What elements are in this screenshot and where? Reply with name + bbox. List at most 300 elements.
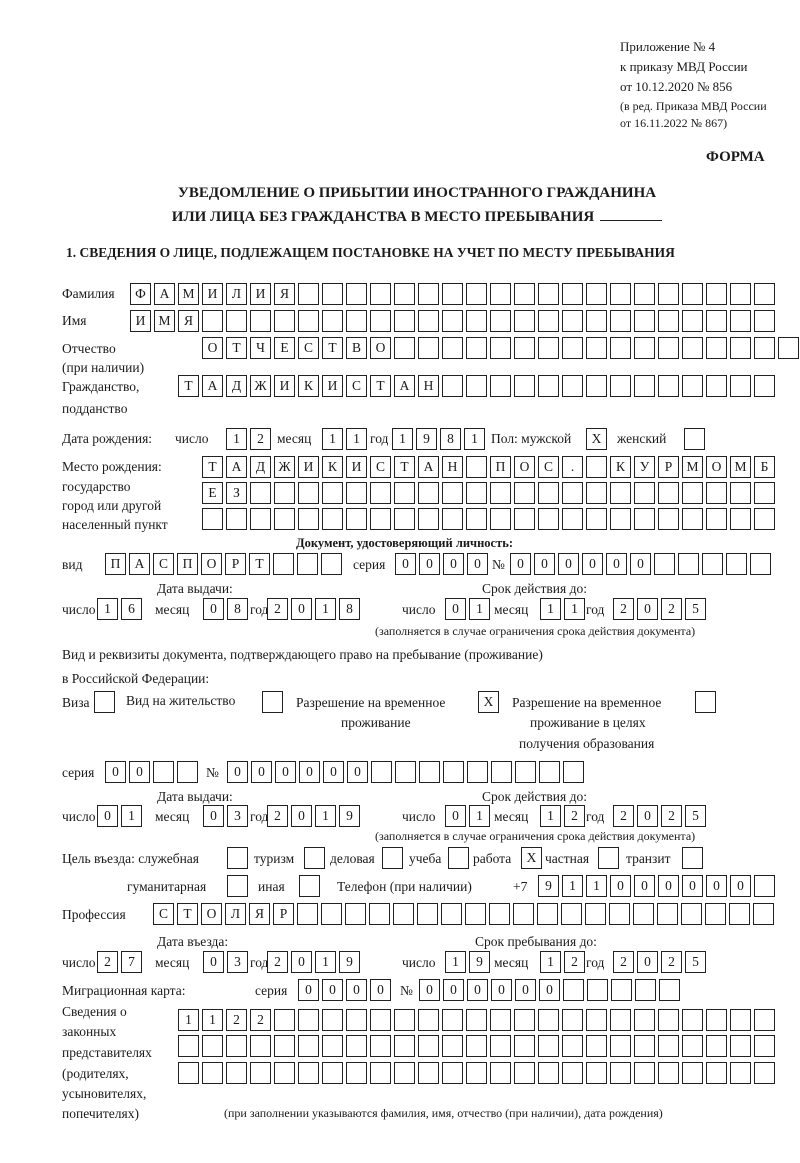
input-cell[interactable] (754, 1035, 775, 1057)
input-cell[interactable] (658, 283, 679, 305)
input-cell[interactable]: 5 (685, 951, 706, 973)
input-cell[interactable] (226, 508, 247, 530)
input-cell[interactable] (754, 875, 775, 897)
input-cell[interactable] (466, 1062, 487, 1084)
input-cell[interactable]: 0 (346, 979, 367, 1001)
input-cell[interactable] (730, 375, 751, 397)
input-cell[interactable]: Р (658, 456, 679, 478)
input-cell[interactable] (370, 508, 391, 530)
input-cell[interactable]: 2 (613, 951, 634, 973)
input-cell[interactable] (682, 310, 703, 332)
input-cell[interactable] (658, 1009, 679, 1031)
input-cell[interactable] (658, 337, 679, 359)
input-cell[interactable] (178, 1035, 199, 1057)
input-cell[interactable]: 0 (637, 805, 658, 827)
input-cell[interactable]: А (226, 456, 247, 478)
input-cell[interactable] (394, 337, 415, 359)
input-cell[interactable] (371, 761, 392, 783)
input-cell[interactable] (226, 1035, 247, 1057)
input-cell[interactable]: 9 (538, 875, 559, 897)
input-cell[interactable] (682, 482, 703, 504)
input-cell[interactable]: Д (226, 375, 247, 397)
input-cell[interactable] (466, 456, 487, 478)
input-cell[interactable] (274, 310, 295, 332)
input-cell[interactable]: . (562, 456, 583, 478)
input-cell[interactable] (585, 903, 606, 925)
input-cell[interactable] (442, 283, 463, 305)
input-cell[interactable] (202, 310, 223, 332)
input-cell[interactable]: 1 (121, 805, 142, 827)
input-cell[interactable]: Л (226, 283, 247, 305)
input-cell[interactable] (586, 310, 607, 332)
input-cell[interactable]: Т (322, 337, 343, 359)
input-cell[interactable]: Ф (130, 283, 151, 305)
input-cell[interactable] (634, 1035, 655, 1057)
input-cell[interactable]: 2 (226, 1009, 247, 1031)
input-cell[interactable]: А (129, 553, 150, 575)
input-cell[interactable] (346, 482, 367, 504)
input-cell[interactable] (322, 482, 343, 504)
input-cell[interactable]: 0 (129, 761, 150, 783)
input-cell[interactable] (514, 1062, 535, 1084)
input-cell[interactable]: 1 (540, 951, 561, 973)
input-cell[interactable]: А (202, 375, 223, 397)
input-cell[interactable]: Н (442, 456, 463, 478)
input-cell[interactable]: 1 (469, 805, 490, 827)
input-cell[interactable]: 6 (121, 598, 142, 620)
input-cell[interactable]: 0 (610, 875, 631, 897)
input-cell[interactable] (322, 1062, 343, 1084)
input-cell[interactable]: 0 (203, 805, 224, 827)
input-cell[interactable] (610, 1009, 631, 1031)
input-cell[interactable] (634, 508, 655, 530)
input-cell[interactable]: Е (202, 482, 223, 504)
input-cell[interactable]: В (346, 337, 367, 359)
input-cell[interactable] (538, 310, 559, 332)
input-cell[interactable] (394, 310, 415, 332)
input-cell[interactable]: 1 (178, 1009, 199, 1031)
input-cell[interactable] (490, 375, 511, 397)
input-cell[interactable] (678, 553, 699, 575)
input-cell[interactable]: 1 (226, 428, 247, 450)
input-cell[interactable]: 2 (661, 805, 682, 827)
input-cell[interactable] (730, 1035, 751, 1057)
input-cell[interactable] (586, 283, 607, 305)
input-cell[interactable]: И (298, 456, 319, 478)
input-cell[interactable] (345, 903, 366, 925)
input-cell[interactable] (754, 1009, 775, 1031)
input-cell[interactable] (370, 1062, 391, 1084)
input-cell[interactable] (659, 979, 680, 1001)
checkbox-cell[interactable]: X (586, 428, 607, 450)
input-cell[interactable] (466, 508, 487, 530)
input-cell[interactable] (682, 283, 703, 305)
input-cell[interactable]: П (105, 553, 126, 575)
input-cell[interactable] (346, 1009, 367, 1031)
input-cell[interactable] (322, 1009, 343, 1031)
input-cell[interactable] (369, 903, 390, 925)
input-cell[interactable] (610, 283, 631, 305)
input-cell[interactable]: 3 (227, 951, 248, 973)
input-cell[interactable] (153, 761, 174, 783)
input-cell[interactable] (490, 1009, 511, 1031)
input-cell[interactable] (250, 482, 271, 504)
input-cell[interactable] (681, 903, 702, 925)
checkbox-cell[interactable] (684, 428, 705, 450)
input-cell[interactable] (202, 1062, 223, 1084)
input-cell[interactable]: 0 (539, 979, 560, 1001)
input-cell[interactable]: 0 (347, 761, 368, 783)
input-cell[interactable]: М (178, 283, 199, 305)
input-cell[interactable] (298, 310, 319, 332)
input-cell[interactable]: О (202, 337, 223, 359)
checkbox-cell[interactable] (695, 691, 716, 713)
input-cell[interactable] (250, 508, 271, 530)
checkbox-cell[interactable] (382, 847, 403, 869)
checkbox-cell[interactable] (94, 691, 115, 713)
input-cell[interactable]: 2 (250, 1009, 271, 1031)
input-cell[interactable]: 1 (392, 428, 413, 450)
input-cell[interactable]: 0 (467, 979, 488, 1001)
input-cell[interactable] (562, 283, 583, 305)
input-cell[interactable] (706, 1009, 727, 1031)
input-cell[interactable] (394, 1035, 415, 1057)
input-cell[interactable]: А (418, 456, 439, 478)
input-cell[interactable]: К (298, 375, 319, 397)
input-cell[interactable] (394, 508, 415, 530)
input-cell[interactable]: 0 (443, 553, 464, 575)
input-cell[interactable] (634, 283, 655, 305)
input-cell[interactable] (466, 1009, 487, 1031)
input-cell[interactable]: О (706, 456, 727, 478)
input-cell[interactable]: И (322, 375, 343, 397)
input-cell[interactable]: Т (249, 553, 270, 575)
input-cell[interactable]: С (538, 456, 559, 478)
input-cell[interactable] (587, 979, 608, 1001)
input-cell[interactable]: 1 (469, 598, 490, 620)
input-cell[interactable]: 0 (534, 553, 555, 575)
input-cell[interactable] (706, 482, 727, 504)
input-cell[interactable] (490, 1035, 511, 1057)
input-cell[interactable] (442, 1009, 463, 1031)
input-cell[interactable]: 2 (267, 951, 288, 973)
checkbox-cell[interactable] (227, 847, 248, 869)
input-cell[interactable] (730, 1009, 751, 1031)
input-cell[interactable] (610, 310, 631, 332)
input-cell[interactable]: 1 (540, 598, 561, 620)
input-cell[interactable]: 1 (562, 875, 583, 897)
input-cell[interactable]: С (370, 456, 391, 478)
input-cell[interactable] (609, 903, 630, 925)
input-cell[interactable] (298, 1062, 319, 1084)
input-cell[interactable] (538, 482, 559, 504)
input-cell[interactable]: Ч (250, 337, 271, 359)
checkbox-cell[interactable]: X (521, 847, 542, 869)
checkbox-cell[interactable] (304, 847, 325, 869)
input-cell[interactable] (442, 337, 463, 359)
input-cell[interactable]: 1 (97, 598, 118, 620)
input-cell[interactable] (418, 337, 439, 359)
input-cell[interactable]: 0 (97, 805, 118, 827)
input-cell[interactable] (274, 1009, 295, 1031)
input-cell[interactable] (418, 482, 439, 504)
input-cell[interactable] (273, 553, 294, 575)
input-cell[interactable]: И (346, 456, 367, 478)
input-cell[interactable] (706, 310, 727, 332)
input-cell[interactable]: 2 (267, 805, 288, 827)
input-cell[interactable] (394, 1062, 415, 1084)
input-cell[interactable] (418, 1009, 439, 1031)
input-cell[interactable]: Н (418, 375, 439, 397)
input-cell[interactable]: А (154, 283, 175, 305)
input-cell[interactable]: Л (225, 903, 246, 925)
input-cell[interactable]: Т (226, 337, 247, 359)
input-cell[interactable] (654, 553, 675, 575)
input-cell[interactable]: Д (250, 456, 271, 478)
input-cell[interactable]: И (130, 310, 151, 332)
input-cell[interactable]: 2 (97, 951, 118, 973)
input-cell[interactable] (491, 761, 512, 783)
input-cell[interactable] (537, 903, 558, 925)
input-cell[interactable] (586, 1062, 607, 1084)
input-cell[interactable]: 2 (250, 428, 271, 450)
input-cell[interactable] (514, 310, 535, 332)
input-cell[interactable] (419, 761, 440, 783)
input-cell[interactable] (250, 310, 271, 332)
input-cell[interactable]: У (634, 456, 655, 478)
input-cell[interactable]: 8 (440, 428, 461, 450)
checkbox-cell[interactable]: X (478, 691, 499, 713)
input-cell[interactable]: 0 (515, 979, 536, 1001)
input-cell[interactable] (322, 1035, 343, 1057)
input-cell[interactable]: О (201, 903, 222, 925)
input-cell[interactable]: 9 (339, 951, 360, 973)
input-cell[interactable] (750, 553, 771, 575)
input-cell[interactable] (274, 482, 295, 504)
input-cell[interactable]: 0 (443, 979, 464, 1001)
input-cell[interactable]: 0 (227, 761, 248, 783)
input-cell[interactable] (610, 337, 631, 359)
input-cell[interactable] (730, 310, 751, 332)
input-cell[interactable]: 0 (558, 553, 579, 575)
input-cell[interactable] (562, 1062, 583, 1084)
input-cell[interactable]: К (610, 456, 631, 478)
input-cell[interactable]: Т (177, 903, 198, 925)
input-cell[interactable]: И (202, 283, 223, 305)
input-cell[interactable] (682, 337, 703, 359)
input-cell[interactable] (586, 337, 607, 359)
input-cell[interactable] (634, 337, 655, 359)
input-cell[interactable] (754, 283, 775, 305)
input-cell[interactable] (370, 482, 391, 504)
input-cell[interactable]: 2 (661, 598, 682, 620)
input-cell[interactable]: 0 (323, 761, 344, 783)
input-cell[interactable] (754, 337, 775, 359)
input-cell[interactable]: П (177, 553, 198, 575)
input-cell[interactable] (346, 310, 367, 332)
input-cell[interactable]: 0 (275, 761, 296, 783)
input-cell[interactable] (610, 1062, 631, 1084)
input-cell[interactable] (322, 508, 343, 530)
input-cell[interactable] (610, 508, 631, 530)
checkbox-cell[interactable] (262, 691, 283, 713)
input-cell[interactable]: 2 (613, 805, 634, 827)
input-cell[interactable]: 0 (298, 979, 319, 1001)
input-cell[interactable] (298, 283, 319, 305)
input-cell[interactable] (538, 283, 559, 305)
input-cell[interactable] (226, 1062, 247, 1084)
input-cell[interactable]: 0 (606, 553, 627, 575)
input-cell[interactable] (514, 337, 535, 359)
input-cell[interactable] (538, 1062, 559, 1084)
input-cell[interactable] (466, 482, 487, 504)
input-cell[interactable] (562, 1009, 583, 1031)
input-cell[interactable] (538, 508, 559, 530)
input-cell[interactable] (489, 903, 510, 925)
input-cell[interactable] (346, 508, 367, 530)
input-cell[interactable] (466, 337, 487, 359)
input-cell[interactable]: 1 (346, 428, 367, 450)
input-cell[interactable] (346, 1035, 367, 1057)
input-cell[interactable] (682, 1035, 703, 1057)
input-cell[interactable] (730, 283, 751, 305)
input-cell[interactable]: 3 (227, 805, 248, 827)
input-cell[interactable]: Р (225, 553, 246, 575)
input-cell[interactable] (633, 903, 654, 925)
input-cell[interactable] (538, 1035, 559, 1057)
input-cell[interactable] (658, 375, 679, 397)
input-cell[interactable]: 0 (706, 875, 727, 897)
input-cell[interactable] (634, 482, 655, 504)
input-cell[interactable]: 0 (419, 979, 440, 1001)
input-cell[interactable]: Я (249, 903, 270, 925)
input-cell[interactable]: 0 (491, 979, 512, 1001)
input-cell[interactable]: 1 (315, 805, 336, 827)
input-cell[interactable] (202, 1035, 223, 1057)
input-cell[interactable] (177, 761, 198, 783)
input-cell[interactable]: 0 (291, 805, 312, 827)
input-cell[interactable]: Я (178, 310, 199, 332)
input-cell[interactable] (538, 375, 559, 397)
input-cell[interactable]: М (154, 310, 175, 332)
input-cell[interactable]: О (201, 553, 222, 575)
input-cell[interactable] (467, 761, 488, 783)
input-cell[interactable] (297, 903, 318, 925)
input-cell[interactable]: 0 (630, 553, 651, 575)
input-cell[interactable]: 0 (395, 553, 416, 575)
input-cell[interactable]: 0 (637, 951, 658, 973)
input-cell[interactable] (394, 482, 415, 504)
input-cell[interactable]: М (682, 456, 703, 478)
input-cell[interactable] (466, 1035, 487, 1057)
input-cell[interactable]: 9 (469, 951, 490, 973)
input-cell[interactable] (706, 508, 727, 530)
input-cell[interactable]: 8 (339, 598, 360, 620)
input-cell[interactable] (393, 903, 414, 925)
input-cell[interactable] (730, 1062, 751, 1084)
input-cell[interactable]: 1 (315, 598, 336, 620)
input-cell[interactable] (322, 310, 343, 332)
input-cell[interactable] (513, 903, 534, 925)
input-cell[interactable] (658, 482, 679, 504)
input-cell[interactable] (658, 1062, 679, 1084)
input-cell[interactable] (634, 310, 655, 332)
input-cell[interactable] (514, 1009, 535, 1031)
input-cell[interactable] (705, 903, 726, 925)
input-cell[interactable] (730, 508, 751, 530)
input-cell[interactable] (465, 903, 486, 925)
input-cell[interactable]: О (514, 456, 535, 478)
input-cell[interactable]: 1 (315, 951, 336, 973)
input-cell[interactable]: 8 (227, 598, 248, 620)
input-cell[interactable] (442, 482, 463, 504)
input-cell[interactable]: 0 (634, 875, 655, 897)
input-cell[interactable] (702, 553, 723, 575)
input-cell[interactable] (539, 761, 560, 783)
input-cell[interactable] (538, 337, 559, 359)
input-cell[interactable] (611, 979, 632, 1001)
input-cell[interactable] (562, 337, 583, 359)
input-cell[interactable] (658, 508, 679, 530)
input-cell[interactable] (250, 1062, 271, 1084)
input-cell[interactable] (610, 482, 631, 504)
input-cell[interactable]: 0 (419, 553, 440, 575)
input-cell[interactable]: 1 (322, 428, 343, 450)
input-cell[interactable] (754, 375, 775, 397)
input-cell[interactable]: 0 (370, 979, 391, 1001)
input-cell[interactable] (466, 375, 487, 397)
input-cell[interactable]: 9 (416, 428, 437, 450)
input-cell[interactable] (370, 1009, 391, 1031)
input-cell[interactable] (586, 482, 607, 504)
input-cell[interactable] (395, 761, 416, 783)
input-cell[interactable] (706, 375, 727, 397)
input-cell[interactable]: 2 (267, 598, 288, 620)
input-cell[interactable]: О (370, 337, 391, 359)
input-cell[interactable] (706, 283, 727, 305)
input-cell[interactable] (370, 283, 391, 305)
input-cell[interactable] (346, 283, 367, 305)
input-cell[interactable] (298, 482, 319, 504)
input-cell[interactable] (562, 310, 583, 332)
input-cell[interactable] (634, 1062, 655, 1084)
input-cell[interactable] (682, 1062, 703, 1084)
input-cell[interactable]: А (394, 375, 415, 397)
input-cell[interactable] (514, 1035, 535, 1057)
input-cell[interactable] (417, 903, 438, 925)
input-cell[interactable] (490, 337, 511, 359)
input-cell[interactable] (442, 375, 463, 397)
input-cell[interactable] (706, 337, 727, 359)
input-cell[interactable] (754, 482, 775, 504)
input-cell[interactable] (226, 310, 247, 332)
input-cell[interactable] (682, 508, 703, 530)
input-cell[interactable] (778, 337, 799, 359)
input-cell[interactable] (634, 375, 655, 397)
input-cell[interactable] (370, 1035, 391, 1057)
input-cell[interactable] (322, 283, 343, 305)
input-cell[interactable] (754, 1062, 775, 1084)
input-cell[interactable] (202, 508, 223, 530)
input-cell[interactable] (586, 375, 607, 397)
input-cell[interactable] (490, 482, 511, 504)
input-cell[interactable]: 1 (540, 805, 561, 827)
input-cell[interactable] (657, 903, 678, 925)
input-cell[interactable] (515, 761, 536, 783)
input-cell[interactable]: 1 (464, 428, 485, 450)
input-cell[interactable] (753, 903, 774, 925)
input-cell[interactable]: 0 (658, 875, 679, 897)
